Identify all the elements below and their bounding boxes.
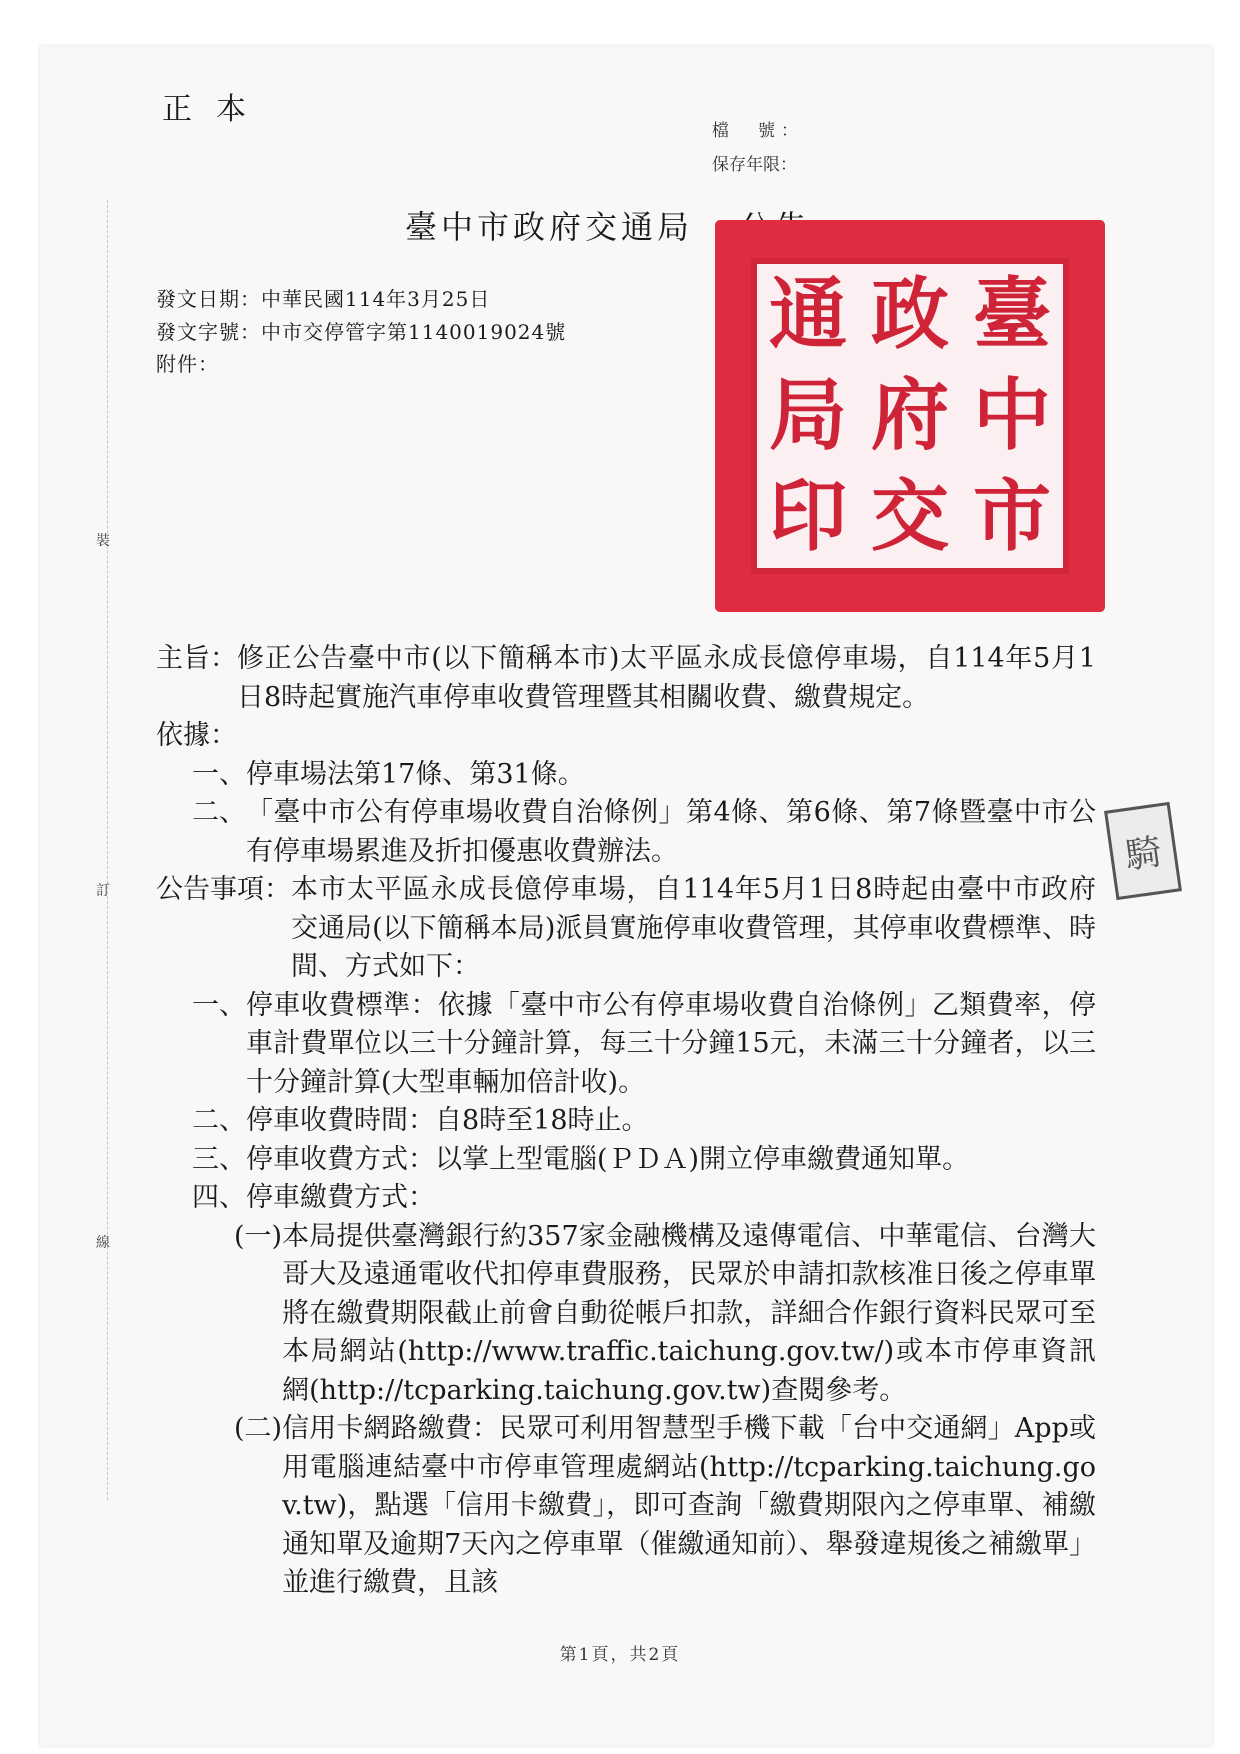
notice-item-text: 停車收費標準：依據「臺中市公有停車場收費自治條例」乙類費率，停車計費單位以三十分鐘計算，每三十分鐘15元，未滿三十分鐘者，以三十分鐘計算(大型車輛加倍計收)。 (246, 989, 1096, 1098)
basis-label: 依據： (156, 720, 237, 751)
payment-item (156, 1410, 1096, 1603)
seal-char: 中 (972, 369, 1051, 461)
original-copy-label: 正本 (162, 92, 270, 127)
archive-number-label: 檔 號： (712, 121, 804, 141)
seam-stamp (1104, 802, 1182, 900)
basis-item-number: 一、 (192, 758, 246, 790)
seal-char: 政 (870, 268, 949, 360)
notice-paragraph (156, 871, 1096, 987)
seal-char: 局 (768, 369, 847, 461)
notice-item-text: 停車繳費方式： (246, 1182, 435, 1213)
subject-text: 修正公告臺中市(以下簡稱本市)太平區永成長億停車場，自114年5月1日8時起實施汽車停車收費管理暨其相關收費、繳費規定。 (237, 643, 1096, 713)
basis-item-text: 停車場法第17條、第31條。 (246, 758, 585, 790)
notice-text: 本市太平區永成長億停車場，自114年5月1日8時起由臺中市政府交通局(以下簡稱本局)派員實施停車收費管理，其停車收費標準、時間、方式如下： (291, 874, 1096, 982)
basis-item-number: 二、 (192, 797, 246, 828)
notice-item-text: 停車收費方式：以掌上型電腦(ＰＤＡ)開立停車繳費通知單。 (246, 1143, 970, 1175)
notice-label: 公告事項： (156, 874, 291, 905)
payment-item-text: 本局提供臺灣銀行約357家金融機構及遠傳電信、中華電信、台灣大哥大及遠通電收代扣停車費服務，民眾於申請扣款核准日後之停車單將在繳費期限截止前會自動從帳戶扣款，詳細合作銀行資料民眾可至本局網站(http://www.traffic.taichung.gov.tw/)或本市停車資訊網(http://tcparking.taichung.gov.tw)查閱參考。 (282, 1220, 1096, 1406)
notice-item-number: 一、 (192, 989, 246, 1021)
payment-item (156, 1218, 1096, 1411)
basis-item (156, 794, 1096, 871)
binding-line (107, 200, 108, 1500)
notice-item (156, 1102, 1096, 1141)
retention-period-label: 保存年限： (712, 155, 797, 175)
basis-item (156, 756, 1096, 795)
seal-char: 市 (972, 471, 1051, 563)
notice-item-text: 停車收費時間：自8時至18時止。 (246, 1105, 649, 1136)
binding-mark-1: 裝 (96, 533, 110, 549)
announcement-body (156, 640, 1096, 1603)
seam-stamp-char: 騎 (1122, 831, 1165, 877)
notice-item-number: 四、 (192, 1182, 246, 1213)
binding-mark-3: 線 (96, 1235, 110, 1251)
seal-column-2 (859, 264, 961, 568)
seal-char: 交 (870, 471, 949, 563)
payment-item-number: (一) (234, 1220, 283, 1252)
payment-item-text: 信用卡網路繳費：民眾可利用智慧型手機下載「台中交通網」App或用電腦連結臺中市停車管理處網站(http://tcparking.taichung.gov.tw)，點選「信用卡繳費」，即可查詢「繳費期限內之停車單、補繳通知單及逾期7天內之停車單（催繳通知前）、舉發違規後之補繳單」並進行繳費，且該 (282, 1413, 1096, 1598)
seal-column-3 (757, 264, 859, 568)
agency-name: 臺中市政府交通局 (405, 208, 694, 246)
notice-item (156, 1141, 1096, 1180)
seal-char: 通 (768, 268, 847, 360)
seal-char: 印 (768, 471, 847, 563)
notice-item (156, 987, 1096, 1103)
seal-char: 府 (870, 369, 949, 461)
attachment-label: 附件： (156, 352, 219, 376)
basis-item-text: 「臺中市公有停車場收費自治條例」第4條、第6條、第7條暨臺中市公有停車場累進及折扣優惠收費辦法。 (246, 797, 1096, 867)
subject-label: 主旨： (156, 643, 237, 674)
page-number: 第1頁，共2頁 (559, 1645, 681, 1665)
notice-item-number: 二、 (192, 1105, 246, 1136)
official-seal (715, 220, 1105, 612)
notice-item (156, 1179, 1096, 1218)
payment-item-number: (二) (234, 1413, 283, 1444)
basis-heading (156, 717, 1096, 756)
document-reference-number: 發文字號：中市交停管字第1140019024號 (156, 320, 567, 344)
subject-paragraph (156, 640, 1096, 717)
binding-mark-2: 訂 (96, 883, 110, 899)
seal-column-1 (961, 264, 1063, 568)
seal-char: 臺 (972, 268, 1051, 360)
issue-date: 發文日期：中華民國114年3月25日 (156, 287, 491, 311)
seal-inner (751, 258, 1069, 574)
notice-item-number: 三、 (192, 1143, 246, 1175)
